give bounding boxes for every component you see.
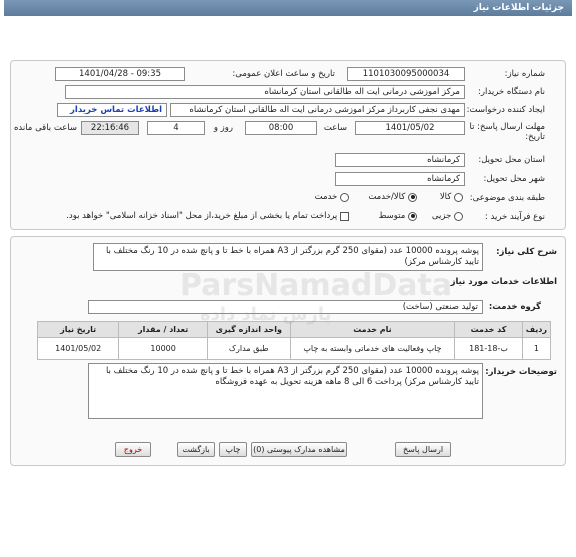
view-attachments-button[interactable]: مشاهده مدارک پیوستی (0) (251, 442, 347, 457)
announce-field: 1401/04/28 - 09:35 (55, 67, 185, 81)
back-button[interactable]: بازگشت (177, 442, 215, 457)
request-info-panel (10, 60, 566, 230)
buyer-notes-field: پوشه پرونده 10000 عدد (مقوای 250 گرم بزرگتر از A3 همراه با خط تا و پانچ شده در 10 رنگ مختلف با تایید کارشناس مرکز) پرداخت 6 الی 8 ماهه هزینه تحویل به عهده فروشگاه (88, 363, 483, 419)
watermark-text: ParsNamadData (180, 268, 453, 303)
creator-field: مهدی نجفی کاربرداز مرکز اموزشی درمانی ایت اله طالقانی استان کرمانشاه (170, 103, 465, 117)
announce-label: تاریخ و ساعت اعلان عمومی: (232, 69, 335, 79)
remaining-time-field: 22:16:46 (81, 121, 139, 135)
deadline-label: مهلت ارسال پاسخ: تا تاریخ: (469, 122, 545, 142)
buyer-org-label: نام دستگاه خریدار: (478, 87, 545, 97)
remaining-time-label: ساعت باقی مانده (13, 123, 77, 133)
process-option-medium[interactable]: متوسط (379, 211, 417, 222)
buyer-notes-label: توضیحات خریدار: (485, 367, 557, 377)
days-label: روز و (213, 123, 233, 133)
col-header-date: تاریخ نیاز (38, 322, 119, 338)
summary-field: پوشه پرونده 10000 عدد (مقوای 250 گرم بزرگتر از A3 همراه با خط تا و پانچ شده در 10 رنگ مختلف با تایید کارشناس مرکز) (93, 243, 483, 271)
table-row (38, 338, 551, 360)
treasury-payment-checkbox[interactable]: پرداخت تمام یا بخشی از مبلغ خرید،از محل "اسناد خزانه اسلامی" خواهد بود. (66, 211, 349, 222)
creator-label: ایجاد کننده درخواست: (466, 105, 545, 115)
province-field: کرمانشاه (335, 153, 465, 167)
cell-quantity: 10000 (119, 338, 208, 360)
category-label: طبقه بندی موضوعی: (469, 193, 545, 203)
need-details-panel (10, 236, 566, 466)
radio-icon (340, 193, 349, 202)
deadline-time-label: ساعت (323, 123, 347, 133)
checkbox-icon (340, 212, 349, 221)
deadline-date-field: 1401/05/02 (355, 121, 465, 135)
category-option-goods[interactable]: کالا (440, 192, 463, 203)
category-option-service[interactable]: خدمت (315, 192, 349, 203)
col-header-row: ردیف (522, 322, 550, 338)
province-label: استان محل تحویل: (478, 155, 545, 165)
summary-label: شرح کلی نیاز: (496, 247, 557, 257)
cell-service-code: ب-18-181 (455, 338, 522, 360)
table-header-row (38, 322, 551, 338)
col-header-unit: واحد اندازه گیری (207, 322, 290, 338)
process-option-minor[interactable]: جزیی (432, 211, 463, 222)
cell-unit: طبق مدارک (207, 338, 290, 360)
days-field: 4 (147, 121, 205, 135)
process-label: نوع فرآیند خرید : (484, 212, 545, 222)
city-label: شهر محل تحویل: (483, 174, 545, 184)
need-number-label: شماره نیاز: (504, 69, 545, 79)
services-title: اطلاعات خدمات مورد نیاز (450, 277, 557, 287)
services-table (37, 321, 551, 360)
exit-button[interactable]: خروج (115, 442, 151, 457)
send-reply-button[interactable]: ارسال پاسخ (395, 442, 451, 457)
col-header-code: کد خدمت (455, 322, 522, 338)
cell-need-date: 1401/05/02 (38, 338, 119, 360)
buyer-org-field: مرکز اموزشی درمانی ایت اله طالقانی استان کرمانشاه (65, 85, 465, 99)
cell-row-number: 1 (522, 338, 550, 360)
service-group-field: تولید صنعتی (ساخت) (88, 300, 483, 314)
print-button[interactable]: چاپ (219, 442, 247, 457)
watermark-subtext: پارس نماد داده (200, 304, 332, 325)
page-title: جزئیات اطلاعات نیاز (473, 3, 564, 13)
cell-service-name: چاپ وفعالیت های خدماتی وابسته به چاپ (290, 338, 455, 360)
page-header (4, 0, 572, 16)
radio-selected-icon (408, 212, 417, 221)
deadline-time-field: 08:00 (245, 121, 317, 135)
service-group-label: گروه خدمت: (488, 302, 541, 312)
col-header-qty: تعداد / مقدار (119, 322, 208, 338)
radio-selected-icon (408, 193, 417, 202)
city-field: کرمانشاه (335, 172, 465, 186)
radio-icon (454, 212, 463, 221)
need-number-field: 1101030095000034 (347, 67, 465, 81)
col-header-name: نام خدمت (290, 322, 455, 338)
buyer-contact-link[interactable]: اطلاعات تماس خریدار (57, 103, 167, 117)
radio-icon (454, 193, 463, 202)
category-option-goods-service[interactable]: کالا/خدمت (368, 192, 417, 203)
